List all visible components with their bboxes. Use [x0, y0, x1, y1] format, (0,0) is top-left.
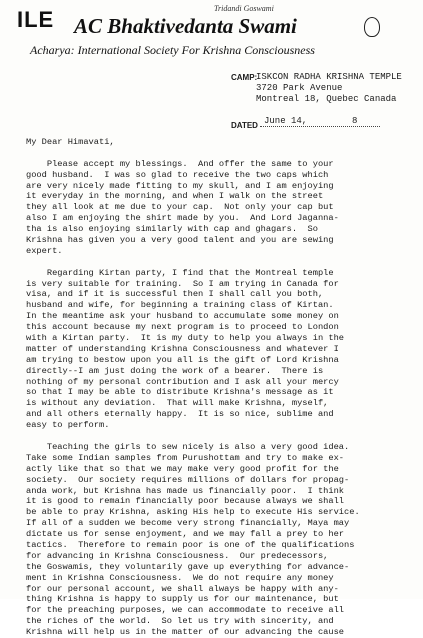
text-line: for the preaching purposes, we can accommodate to receive all — [26, 605, 345, 616]
text-line: be able to pray Krishna, asking His help to execute His service. — [26, 507, 360, 518]
camp-address-line: Montreal 18, Quebec Canada — [256, 94, 397, 104]
text-line: also I am enjoying the shirt made by you. And Lord Jaganna- — [26, 213, 339, 224]
text-line: husband and wife, for beginning a training class of Kirtan. — [26, 300, 334, 311]
text-line: they all look at me due to your cap. Not only your cap but — [26, 202, 334, 213]
camp-label: CAMP: — [231, 73, 258, 82]
seal-mark — [364, 17, 380, 37]
text-line: anda work, but Krishna has made us financially poor. I think — [26, 485, 345, 496]
text-line: tactics. Therefore to remain poor is one of the qualifications — [26, 539, 355, 550]
text-line: am trying to bestow upon you all is the gift of Lord Krishna — [26, 354, 339, 365]
text-line: thing Krishna is happy to supply us for our maintenance, but — [26, 594, 339, 605]
date-underline — [260, 126, 380, 127]
text-line: good husband. I was so glad to receive the two caps which — [26, 169, 329, 180]
text-line: Regarding Kirtan party, I find that the Montreal temple — [26, 267, 334, 278]
acharya-line: Acharya: International Society For Krishna Consciousness — [30, 43, 315, 57]
paragraph — [26, 268, 411, 431]
text-line: nothing of my personal contribution and I ask all your mercy — [26, 376, 339, 387]
text-line: matter of understanding Krishna Consciousness and whatever I — [26, 343, 339, 354]
letterhead-name: AC Bhaktivedanta Swami — [74, 14, 297, 38]
text-line: the riches of the world. So let us try with sincerity, and — [26, 616, 334, 627]
camp-address-line: 3720 Park Avenue — [256, 83, 343, 93]
text-line: and all others eternally happy. It is so nice, sublime and — [26, 409, 334, 420]
text-line: with a Kirtan party. It is my duty to help you always in the — [26, 333, 345, 344]
text-line: ment in Krishna Consciousness. We do not require any money — [26, 572, 334, 583]
text-line: Take some Indian samples from Purushottam and try to make ex- — [26, 452, 345, 463]
date-year: 8 — [352, 116, 358, 126]
text-line: If all of a sudden we become very strong financially, Maya may — [26, 518, 350, 529]
text-line: easy to perform. — [26, 420, 110, 431]
paragraphs — [26, 159, 411, 638]
salutation: My Dear Himavati, — [26, 137, 115, 147]
text-line: dictate us for sense enjoyment, and we may fall a prey to her — [26, 529, 345, 540]
text-line: Krishna will help us in the matter of our advancing the cause — [26, 627, 345, 638]
tridandi-title: Tridandi Goswami — [214, 4, 274, 13]
text-line: the Goswamis, they voluntarily gave up everything for advance- — [26, 561, 350, 572]
text-line: for advancing in Krishna Consciousness. Our predecessors, — [26, 550, 329, 561]
file-mark: ILE — [17, 7, 55, 32]
text-line: it everyday in the morning, and when I walk on the street — [26, 191, 324, 202]
text-line: are very nicely made fitting to my skull, and I am enjoying — [26, 180, 334, 191]
text-line: is without any deviation. That will make Krishna, myself, — [26, 398, 329, 409]
dated-label: DATED — [231, 121, 258, 130]
text-line: Please accept my blessings. And offer the same to your — [26, 158, 334, 169]
paragraph — [26, 159, 411, 257]
text-line: this account because my next program is to proceed to London — [26, 322, 339, 333]
paragraph — [26, 442, 411, 638]
camp-address-line: ISKCON RADHA KRISHNA TEMPLE — [256, 72, 402, 82]
text-line: society. Our society requires millions of dollars for propag- — [26, 474, 350, 485]
text-line: Teaching the girls to sew nicely is also a very good idea. — [26, 441, 350, 452]
text-line: is very suitable for training. So I am trying in Canada for — [26, 278, 339, 289]
text-line: for our personal account, we shall always be happy with any- — [26, 583, 339, 594]
text-line: expert. — [26, 245, 63, 256]
text-line: tha is also enjoying similarly with cap and ghagars. So — [26, 224, 318, 235]
text-line: visa, and if it is successful then I shall call you both, — [26, 289, 324, 300]
text-line: In the meantime ask your husband to accumulate some money on — [26, 311, 339, 322]
letter-body — [26, 137, 411, 638]
date-text: June 14, — [264, 116, 308, 126]
text-line: so that I may be able to distribute Krishna's message as it — [26, 387, 334, 398]
text-line: actly like that so that we may make very good profit for the — [26, 463, 339, 474]
text-line: it is good to remain financially poor because always we shall — [26, 496, 345, 507]
text-line: Krishna has given you a very good talent and you are sewing — [26, 235, 334, 246]
text-line: directly--I am just doing the work of a bearer. There is — [26, 365, 324, 376]
